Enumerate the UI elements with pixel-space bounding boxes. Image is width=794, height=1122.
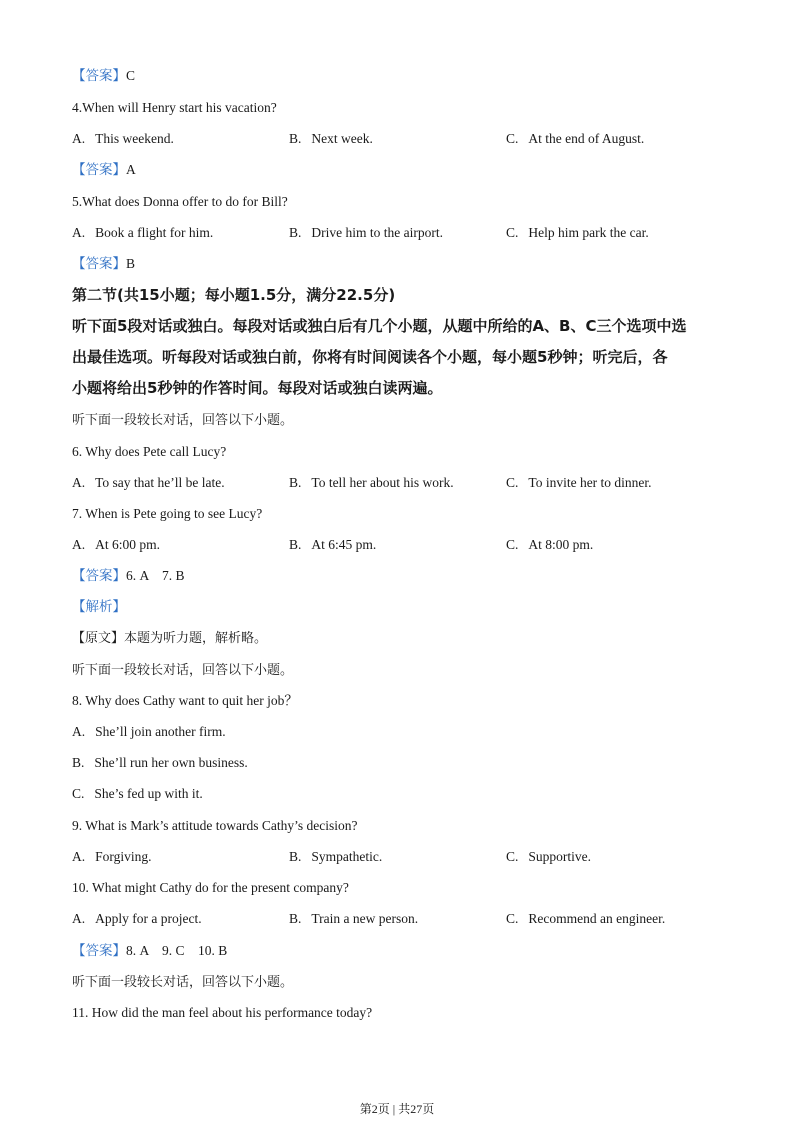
section-instructions-3: 小题将给出5秒钟的作答时间。每段对话或独白读两遍。 (72, 379, 443, 397)
q6-option-c: C. To invite her to dinner. (506, 475, 652, 490)
question-9: 9. What is Mark’s attitude towards Cathy’s decision? (72, 818, 358, 833)
question-10: 10. What might Cathy do for the present company? (72, 880, 349, 895)
section-title: 第二节(共15小题；每小题1.5分，满分22.5分) (72, 286, 396, 304)
question-5: 5.What does Donna offer to do for Bill? (72, 194, 288, 209)
answer-value: 6. A 7. B (126, 568, 185, 583)
answer-tag: 【答案】 (72, 162, 126, 177)
q8-option-a: A. She’ll join another firm. (72, 724, 226, 739)
q8-option-c: C. She’s fed up with it. (72, 786, 203, 801)
q10-option-c: C. Recommend an engineer. (506, 911, 666, 926)
q9-option-c: C. Supportive. (506, 849, 592, 864)
question-11: 11. How did the man feel about his performance today? (72, 1005, 373, 1020)
q4-option-a: A. This weekend. (72, 131, 174, 146)
question-4: 4.When will Henry start his vacation? (72, 100, 277, 115)
q4-option-c: C. At the end of August. (506, 131, 645, 146)
q8-option-b: B. She’ll run her own business. (72, 755, 248, 770)
q7-option-c: C. At 8:00 pm. (506, 537, 594, 552)
original-text-line (72, 629, 267, 647)
q5-option-c: C. Help him park the car. (506, 225, 649, 240)
q10-option-a: A. Apply for a project. (72, 911, 202, 926)
answer-line (72, 567, 185, 585)
analysis-tag: 【解析】 (72, 599, 126, 614)
original-text-tag: 【原文】 (72, 630, 125, 645)
answer-line (72, 161, 136, 179)
answer-value: B (126, 256, 136, 271)
section-instructions-2: 出最佳选项。听每段对话或独白前，你将有时间阅读各个小题，每小题5秒钟；听完后，各 (72, 348, 668, 366)
page-footer: 第2页 | 共27页 (359, 1102, 435, 1116)
q9-option-a: A. Forgiving. (72, 849, 152, 864)
q10-option-b: B. Train a new person. (289, 911, 419, 926)
q5-option-b: B. Drive him to the airport. (289, 225, 443, 240)
answer-tag: 【答案】 (72, 256, 126, 271)
answer-line (72, 255, 135, 273)
analysis-line (72, 598, 126, 616)
answer-value: 8. A 9. C 10. B (126, 943, 228, 958)
question-8: 8. Why does Cathy want to quit her job？ (72, 693, 298, 708)
answer-line (72, 942, 227, 960)
section-instructions-1: 听下面5段对话或独白。每段对话或独白后有几个小题，从题中所给的A、B、C三个选项中选 (72, 317, 687, 335)
q4-option-b: B. Next week. (289, 131, 373, 146)
q5-option-a: A. Book a flight for him. (72, 225, 214, 240)
listen-instruction: 听下面一段较长对话，回答以下小题。 (72, 974, 294, 989)
listen-instruction: 听下面一段较长对话，回答以下小题。 (72, 662, 294, 677)
original-text-value: 本题为听力题，解析略。 (124, 630, 268, 645)
answer-value: C (126, 68, 136, 83)
answer-tag: 【答案】 (72, 68, 126, 83)
question-6: 6. Why does Pete call Lucy? (72, 444, 227, 459)
answer-value: A (126, 162, 136, 177)
q6-option-a: A. To say that he’ll be late. (72, 475, 225, 490)
answer-tag: 【答案】 (72, 943, 126, 958)
question-7: 7. When is Pete going to see Lucy? (72, 506, 263, 521)
q7-option-a: A. At 6:00 pm. (72, 537, 161, 552)
answer-tag: 【答案】 (72, 568, 126, 583)
q7-option-b: B. At 6:45 pm. (289, 537, 377, 552)
q6-option-b: B. To tell her about his work. (289, 475, 454, 490)
answer-line (72, 67, 135, 85)
listen-instruction: 听下面一段较长对话，回答以下小题。 (72, 412, 294, 427)
q9-option-b: B. Sympathetic. (289, 849, 383, 864)
